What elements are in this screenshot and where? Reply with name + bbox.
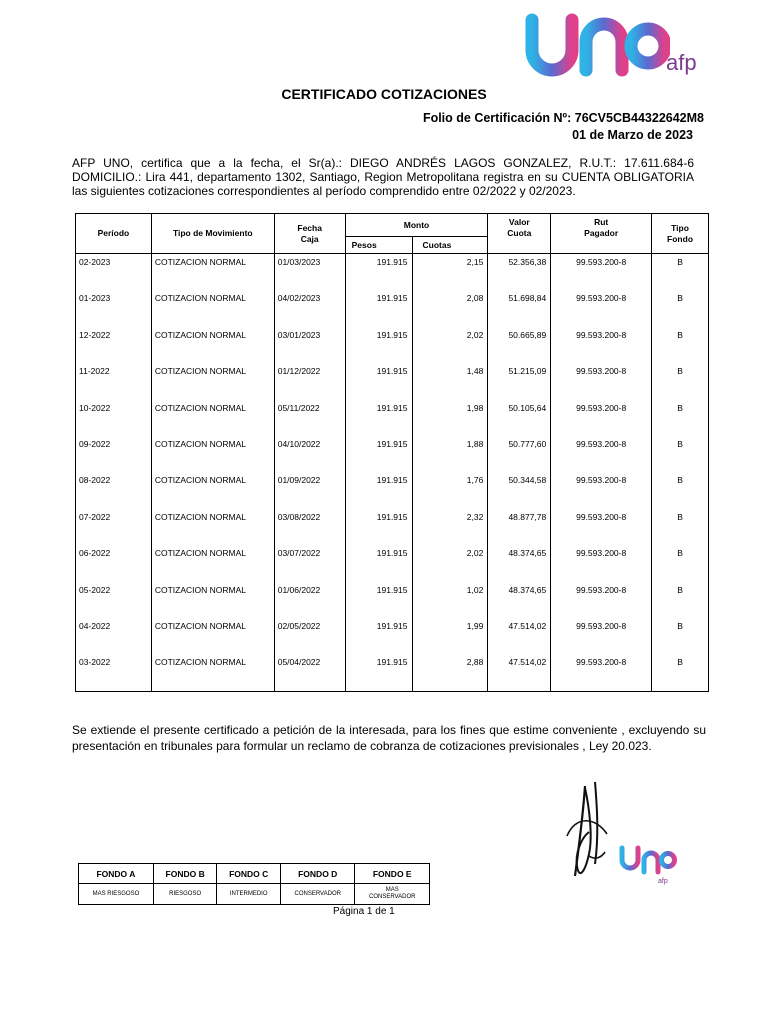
- cell-pesos: 191.915: [345, 363, 412, 399]
- cell-pesos: 191.915: [345, 400, 412, 436]
- cell-pesos: 191.915: [345, 509, 412, 545]
- cell-periodo: 05-2022: [76, 582, 152, 618]
- table-body: [76, 254, 709, 692]
- table-row: [76, 545, 709, 581]
- cell-pesos: 191.915: [345, 545, 412, 581]
- cell-fecha-caja: 03/01/2023: [274, 327, 345, 363]
- cell-fecha-caja: 03/07/2022: [274, 545, 345, 581]
- table-row: [76, 327, 709, 363]
- table-row: [76, 290, 709, 326]
- cell-tipo-movimiento: COTIZACION NORMAL: [151, 400, 274, 436]
- fondo-description: INTERMEDIO: [217, 884, 281, 905]
- cell-valor-cuota: 48.374,65: [488, 545, 551, 581]
- cell-tipo-movimiento: COTIZACION NORMAL: [151, 290, 274, 326]
- cell-fecha-caja: 05/04/2022: [274, 654, 345, 691]
- cell-tipo-fondo: B: [652, 436, 709, 472]
- table-row: [76, 582, 709, 618]
- cell-tipo-movimiento: COTIZACION NORMAL: [151, 436, 274, 472]
- cell-cuotas: 1,88: [412, 436, 488, 472]
- cell-periodo: 02-2023: [76, 254, 152, 291]
- cell-rut-pagador: 99.593.200-8: [551, 290, 652, 326]
- fondo-name: FONDO D: [280, 864, 354, 884]
- folio-number: Folio de Certificación Nº: 76CV5CB44322642M8: [422, 111, 704, 125]
- header-valor-cuota: Valor Cuota: [488, 214, 551, 254]
- cell-pesos: 191.915: [345, 436, 412, 472]
- table-row: [76, 509, 709, 545]
- cell-fecha-caja: 04/02/2023: [274, 290, 345, 326]
- table-row: [76, 654, 709, 691]
- cell-fecha-caja: 01/06/2022: [274, 582, 345, 618]
- cell-rut-pagador: 99.593.200-8: [551, 618, 652, 654]
- cell-cuotas: 2,02: [412, 327, 488, 363]
- page-number: Página 1 de 1: [333, 906, 395, 917]
- cell-tipo-movimiento: COTIZACION NORMAL: [151, 582, 274, 618]
- cell-periodo: 03-2022: [76, 654, 152, 691]
- cell-periodo: 11-2022: [76, 363, 152, 399]
- cell-cuotas: 1,98: [412, 400, 488, 436]
- cell-cuotas: 2,08: [412, 290, 488, 326]
- header-fecha-caja: Fecha Caja: [274, 214, 345, 254]
- table-row: [76, 436, 709, 472]
- header-rut-pagador: Rut Pagador: [551, 214, 652, 254]
- table-row: [76, 363, 709, 399]
- logo-afp-text: afp: [666, 50, 697, 75]
- cell-rut-pagador: 99.593.200-8: [551, 545, 652, 581]
- cell-cuotas: 2,32: [412, 509, 488, 545]
- uno-afp-stamp: [617, 838, 677, 891]
- cell-fecha-caja: 01/03/2023: [274, 254, 345, 291]
- cell-tipo-movimiento: COTIZACION NORMAL: [151, 363, 274, 399]
- fondo-description: CONSERVADOR: [280, 884, 354, 905]
- cell-pesos: 191.915: [345, 654, 412, 691]
- cell-valor-cuota: 50.344,58: [488, 472, 551, 508]
- cell-valor-cuota: 50.777,60: [488, 436, 551, 472]
- table-row: [76, 618, 709, 654]
- cell-periodo: 12-2022: [76, 327, 152, 363]
- stamp-afp-text: afp: [658, 878, 668, 885]
- cell-rut-pagador: 99.593.200-8: [551, 363, 652, 399]
- closing-statement: Se extiende el presente certificado a petición de la interesada, para los fines que estime conveniente , excluyendo su presentación en tribunales para formular un reclamo de cobranza de cotizaciones previsionales , Ley 20.023.: [72, 723, 706, 753]
- fondo-description: RIESGOSO: [153, 884, 217, 905]
- cell-periodo: 04-2022: [76, 618, 152, 654]
- cell-rut-pagador: 99.593.200-8: [551, 472, 652, 508]
- afp-uno-logo: [520, 6, 710, 82]
- cell-rut-pagador: 99.593.200-8: [551, 327, 652, 363]
- cell-fecha-caja: 03/08/2022: [274, 509, 345, 545]
- cell-rut-pagador: 99.593.200-8: [551, 400, 652, 436]
- fondo-name: FONDO E: [355, 864, 430, 884]
- cell-tipo-fondo: B: [652, 400, 709, 436]
- cell-tipo-fondo: B: [652, 582, 709, 618]
- cell-tipo-movimiento: COTIZACION NORMAL: [151, 618, 274, 654]
- cell-rut-pagador: 99.593.200-8: [551, 254, 652, 291]
- cell-pesos: 191.915: [345, 254, 412, 291]
- cell-tipo-fondo: B: [652, 290, 709, 326]
- cell-pesos: 191.915: [345, 618, 412, 654]
- header-tipo-movimiento: Tipo de Movimiento: [151, 214, 274, 254]
- header-periodo: Período: [76, 214, 152, 254]
- fondo-name: FONDO B: [153, 864, 217, 884]
- cell-fecha-caja: 01/09/2022: [274, 472, 345, 508]
- cell-valor-cuota: 50.665,89: [488, 327, 551, 363]
- contributions-table: [75, 213, 709, 692]
- fondos-legend: [78, 863, 430, 905]
- cell-pesos: 191.915: [345, 290, 412, 326]
- cell-pesos: 191.915: [345, 327, 412, 363]
- cell-cuotas: 1,48: [412, 363, 488, 399]
- cell-tipo-movimiento: COTIZACION NORMAL: [151, 254, 274, 291]
- header-pesos: Pesos: [345, 237, 412, 254]
- cell-valor-cuota: 47.514,02: [488, 654, 551, 691]
- cell-rut-pagador: 99.593.200-8: [551, 582, 652, 618]
- cell-tipo-fondo: B: [652, 254, 709, 291]
- cell-cuotas: 1,76: [412, 472, 488, 508]
- certificate-date: 01 de Marzo de 2023: [572, 128, 693, 142]
- cell-valor-cuota: 48.374,65: [488, 582, 551, 618]
- cell-periodo: 01-2023: [76, 290, 152, 326]
- cell-cuotas: 2,02: [412, 545, 488, 581]
- cell-periodo: 07-2022: [76, 509, 152, 545]
- cell-tipo-movimiento: COTIZACION NORMAL: [151, 509, 274, 545]
- cell-tipo-fondo: B: [652, 472, 709, 508]
- cell-tipo-fondo: B: [652, 509, 709, 545]
- cell-cuotas: 1,02: [412, 582, 488, 618]
- cell-valor-cuota: 51.215,09: [488, 363, 551, 399]
- table-row: [76, 472, 709, 508]
- document-title: CERTIFICADO COTIZACIONES: [281, 86, 487, 102]
- cell-rut-pagador: 99.593.200-8: [551, 436, 652, 472]
- cell-fecha-caja: 02/05/2022: [274, 618, 345, 654]
- cell-cuotas: 1,99: [412, 618, 488, 654]
- cell-valor-cuota: 48.877,78: [488, 509, 551, 545]
- cell-tipo-fondo: B: [652, 618, 709, 654]
- cell-rut-pagador: 99.593.200-8: [551, 654, 652, 691]
- cell-cuotas: 2,88: [412, 654, 488, 691]
- header-cuotas: Cuotas: [412, 237, 488, 254]
- cell-rut-pagador: 99.593.200-8: [551, 509, 652, 545]
- cell-tipo-movimiento: COTIZACION NORMAL: [151, 327, 274, 363]
- cell-tipo-movimiento: COTIZACION NORMAL: [151, 545, 274, 581]
- cell-valor-cuota: 51.698,84: [488, 290, 551, 326]
- cell-fecha-caja: 05/11/2022: [274, 400, 345, 436]
- cell-periodo: 09-2022: [76, 436, 152, 472]
- cell-pesos: 191.915: [345, 582, 412, 618]
- cell-valor-cuota: 47.514,02: [488, 618, 551, 654]
- fondo-description: MAS CONSERVADOR: [355, 884, 430, 905]
- fondo-name: FONDO A: [79, 864, 154, 884]
- cell-tipo-fondo: B: [652, 363, 709, 399]
- fondo-name: FONDO C: [217, 864, 281, 884]
- cell-periodo: 06-2022: [76, 545, 152, 581]
- table-row: [76, 400, 709, 436]
- header-monto: Monto: [345, 214, 488, 237]
- cell-valor-cuota: 52.356,38: [488, 254, 551, 291]
- uno-logo-mark: [520, 6, 670, 82]
- cell-tipo-movimiento: COTIZACION NORMAL: [151, 472, 274, 508]
- cell-fecha-caja: 04/10/2022: [274, 436, 345, 472]
- cell-tipo-fondo: B: [652, 545, 709, 581]
- cell-periodo: 08-2022: [76, 472, 152, 508]
- cell-valor-cuota: 50.105,64: [488, 400, 551, 436]
- cell-pesos: 191.915: [345, 472, 412, 508]
- cell-fecha-caja: 01/12/2022: [274, 363, 345, 399]
- cell-cuotas: 2,15: [412, 254, 488, 291]
- cell-tipo-movimiento: COTIZACION NORMAL: [151, 654, 274, 691]
- table-row: [76, 254, 709, 291]
- cell-periodo: 10-2022: [76, 400, 152, 436]
- fondo-description: MAS RIESGOSO: [79, 884, 154, 905]
- cell-tipo-fondo: B: [652, 327, 709, 363]
- cell-tipo-fondo: B: [652, 654, 709, 691]
- certificate-intro: AFP UNO, certifica que a la fecha, el Sr(a).: DIEGO ANDRÉS LAGOS GONZALEZ, R.U.T.: 17.611.684-6 DOMICILIO.: Lira 441, departamento 1302, Santiago, Region Metropolitana registra en su CUENTA OBLIGATORIA las siguientes cotizaciones correspondientes al período comprendido entre 02/2022 y 02/2023.: [72, 156, 694, 198]
- header-tipo-fondo: Tipo Fondo: [652, 214, 709, 254]
